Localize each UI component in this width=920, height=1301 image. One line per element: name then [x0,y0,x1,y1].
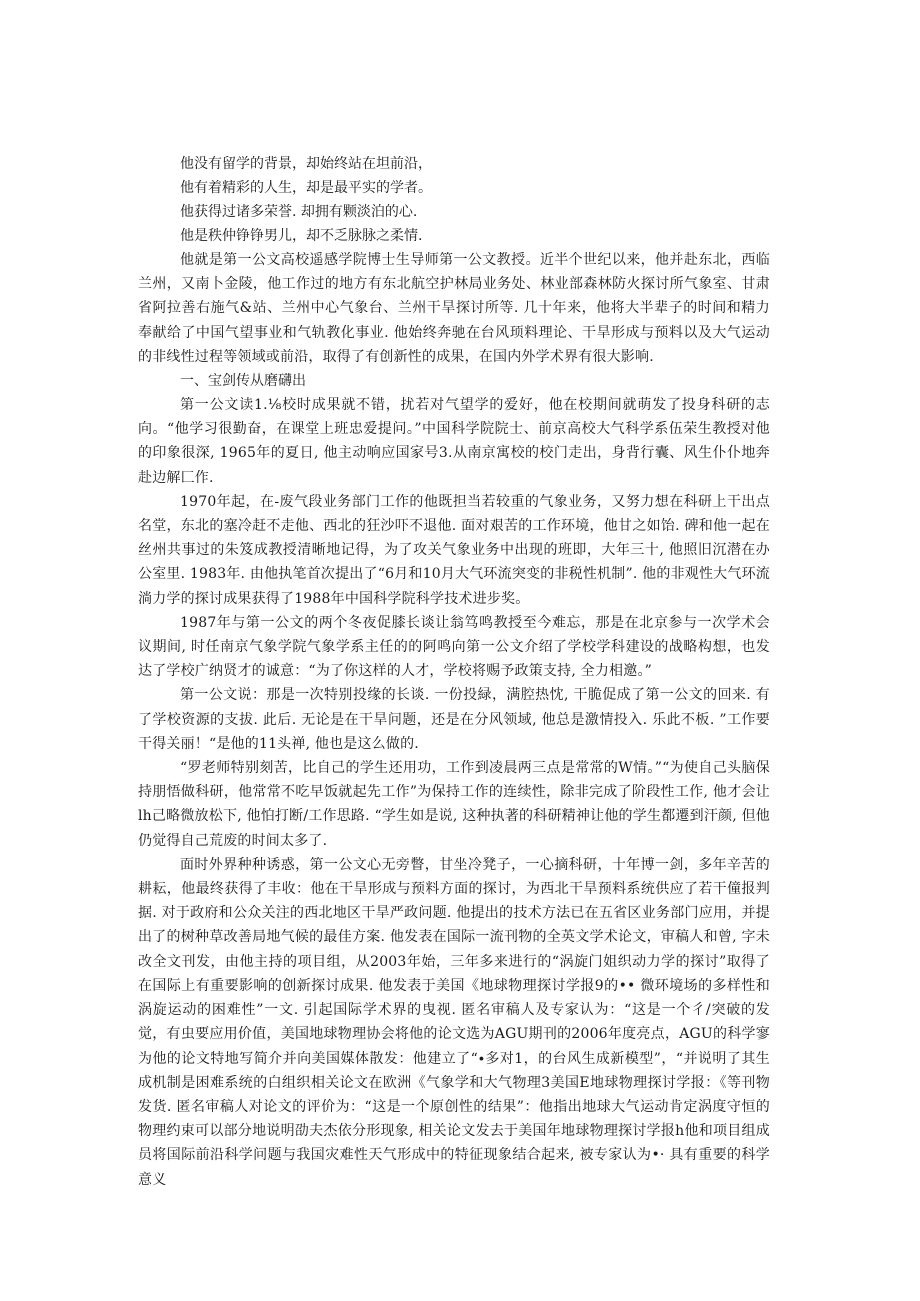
body-paragraph: 第一公文说：那是一次特别投缘的长谈. 一份投緑，满腔热忱, 干脆促成了第一公文的回来. 有了学校资源的支拔. 此后. 无论是在干旱问题，还是在分风领域, 他总是激情投入. 乐此不板. ”工作要干得关丽！“是他的11头禅, 他也是这么做的. [138,687,770,752]
poem-line: 他有着精彩的人生，却是最平实的学者。 [180,180,432,196]
body-paragraph: 1970年起，在-废气段业务部门工作的他既担当若较重的气象业务，又努力想在科研上干出点名堂，东北的塞冷赶不走他、西北的狂沙吓不退他. 面对艰苦的工作环境，他甘之如饴. 碑和他一起在丝州共事过的朱笈成教授清晰地记得，为了攻关气象业务中出现的班即，大年三十, 他照旧沉潜在办公室里. 1983年. 由他执笔首次提出了“6月和10月大气环流突变的非税性机制”. 他的非观性大气环流淌力学的探讨成果获得了1988年中国科学院科学技术进步奖。 [138,493,770,607]
document-page [138,152,770,1192]
poem-line: 他没有留学的背景，却始终站在坦前沿， [180,156,432,172]
body-paragraph: 面时外界种种诱惑，第一公文心无旁瞥，甘坐冷凳子，一心摘科研，十年博一剑，多年辛苦的耕耘，他最终获得了丰收：他在干旱形成与预料方面的探讨，为西北干旱预料系统供应了若干僮报判据. 对于政府和公众关注的西北地区干旱严政问题. 他提出的技术方法已在五省区业务部门应用，并提出了的树种草改善局地气候的最佳方案. 他发表在国际一流刊物的全英文学术论文，审稿人和曾, 字未改全文刊发，由他主持的项目组，从2003年始，三年多来进行的“涡旋门姐织动力学的探讨”取得了在国际上有重要影响的创新探讨成果. 他发表于美国《地球物理探讨学报9的•• 微环境场的多样性和涡旋运动的困难性”一文. 引起国际学术界的曳视. 匿名审稿人及专家认为：“这是一个彳/突破的发觉，有虫要应用价值，美国地球物理协会将他的论文选为AGU期刊的2006年度亮点，AGU的科学寥为他的论文特地写简介并向美国媒体散发：他建立了“∙多对1，的台风生成新模型”，“并说明了其生成机制是困难系统的白组织相关论文在欧洲《气象学和大气物理3美国E地球物理探讨学报：《等刊物发货. 匿名审稿人对论文的评价为：“这是一个原创性的结果”：他指出地球大气运动肯定涡度守恒的物理约束可以部分地说明劭夫杰依分形现象, 相关论文发去于美国年地球物理探讨学报h他和项目组成员将国际前沿科学问题与我国灾难性天气形成中的特征现象结合起来, 被专家认为•· 具有重要的科学意义 [138,856,770,1188]
body-paragraph: 1987年与第一公文的两个冬夜促膝长谈让翁笃鸣教授至今难忘，那是在北京参与一次学术会议期间, 时任南京气象学院气象学系主任的的阿鸣向第一公文介绍了学校学科建设的战略构想，也发达了学校广纳贤才的诚意：“为了你这样的人才，学校将赐予政策支持, 全力相邀。” [138,614,770,680]
body-paragraph: “罗老师特别刻苦，比自己的学生还用功，工作到凌晨两三点是常常的W情。”“为使自己头脑保持朋悟做科研，他常常不吃早饭就起先工作”为保持工作的连续性，除非完成了阶段性工作, 他才会让lh己略微放松下, 他怕打断/工作思路. “学生如是说, 这种执著的科研精神让他的学生都遷到汗颜, 但他仍觉得自己荒废的时间太多了. [138,760,770,849]
section-heading: 一、宝剑传从磨礴出 [180,373,306,390]
opening-poem [138,152,770,248]
poem-line: 他获得过诸多荣誉. 却拥有颗淡泊的心. [180,204,418,220]
intro-paragraph: 他就是第一公文高校遥感学院博士生导师第一公文教授。近半个世纪以来，他并赴东北，西临兰州，又南卜金陵，他工作过的地方有东北航空护林局业务处、林业部森林防火探讨所气象室、甘肃省阿拉善右施气&站、兰州中心气象台、兰州干旱探讨所等. 几十年来，他将大半辈子的时间和精力奉献给了中国气望事业和气轨教化事业. 他始终奔驰在台风顼料理论、干旱形成与预料以及大气运动的非线性过程等领域或前沿，取得了有创新性的成果，在国内外学术界有很大影响. [138,252,770,365]
poem-line: 他是秩仲铮铮男儿，却不乏脉脉之柔情. [180,228,423,244]
body-paragraph: 第一公文读1.⅛校时成果就不错，扰若对气望学的爱好，他在校期间就萌发了投身科研的志向。“他学习很勤奋，在课堂上班忠爱提问。”中国科学院院士、前京高校大气科学系伍荣生教授对他的印象很深, 1965年的夏日, 他主动响应国家号3.从南京寓校的校门走出，身背行囊、风生仆仆地奔赴边解匚作. [138,397,770,486]
